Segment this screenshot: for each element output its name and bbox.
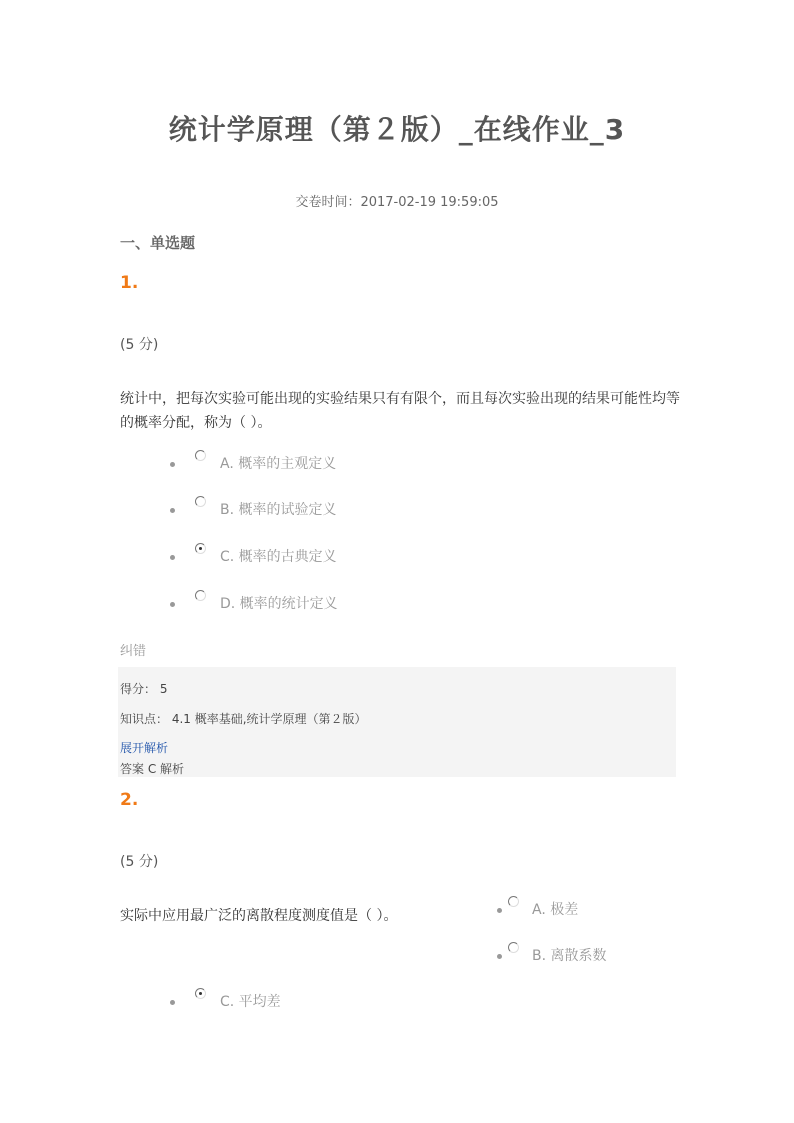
radio-checked-icon[interactable] (195, 543, 206, 554)
option-label: B. 离散系数 (532, 948, 607, 964)
score-line: 得分： 5 (120, 682, 168, 696)
option-label: C. 平均差 (220, 994, 281, 1010)
bullet-icon (497, 908, 502, 913)
question-2-number: 2. (120, 790, 139, 810)
answer-line: 答案 C 解析 (120, 762, 185, 776)
section-heading: 一、单选题 (120, 234, 196, 252)
bullet-icon (497, 954, 502, 959)
question-2-text: 实际中应用最广泛的离散程度测度值是（ ）。 (120, 908, 398, 924)
option-label: C. 概率的古典定义 (220, 549, 337, 565)
radio-icon[interactable] (195, 590, 206, 601)
knowledge-point: 知识点： 4.1 概率基础,统计学原理（第２版） (120, 712, 367, 726)
radio-icon[interactable] (195, 496, 206, 507)
bullet-icon (170, 602, 175, 607)
option-label: A. 极差 (532, 902, 579, 918)
bullet-icon (170, 1000, 175, 1005)
option-label: B. 概率的试验定义 (220, 502, 337, 518)
question-2-score: (5 分) (120, 854, 159, 870)
submit-time: 交卷时间：2017-02-19 19:59:05 (295, 195, 499, 210)
bullet-icon (170, 508, 175, 513)
bullet-icon (170, 555, 175, 560)
report-error-link[interactable]: 纠错 (120, 644, 147, 659)
question-1-number: 1. (120, 273, 139, 293)
bullet-icon (170, 462, 175, 467)
radio-icon[interactable] (508, 896, 519, 907)
question-1-score: (5 分) (120, 337, 159, 353)
radio-icon[interactable] (508, 942, 519, 953)
option-label: A. 概率的主观定义 (220, 456, 337, 472)
radio-icon[interactable] (195, 450, 206, 461)
option-label: D. 概率的统计定义 (220, 596, 338, 612)
expand-analysis-link[interactable]: 展开解析 (120, 741, 169, 755)
page-title: 统计学原理（第２版）_在线作业_3 (168, 113, 626, 146)
question-1-text: 统计中，把每次实验可能出现的实验结果只有有限个，而且每次实验出现的结果可能性均等的概率分配，称为（ ）。 (120, 391, 680, 431)
radio-checked-icon[interactable] (195, 988, 206, 999)
